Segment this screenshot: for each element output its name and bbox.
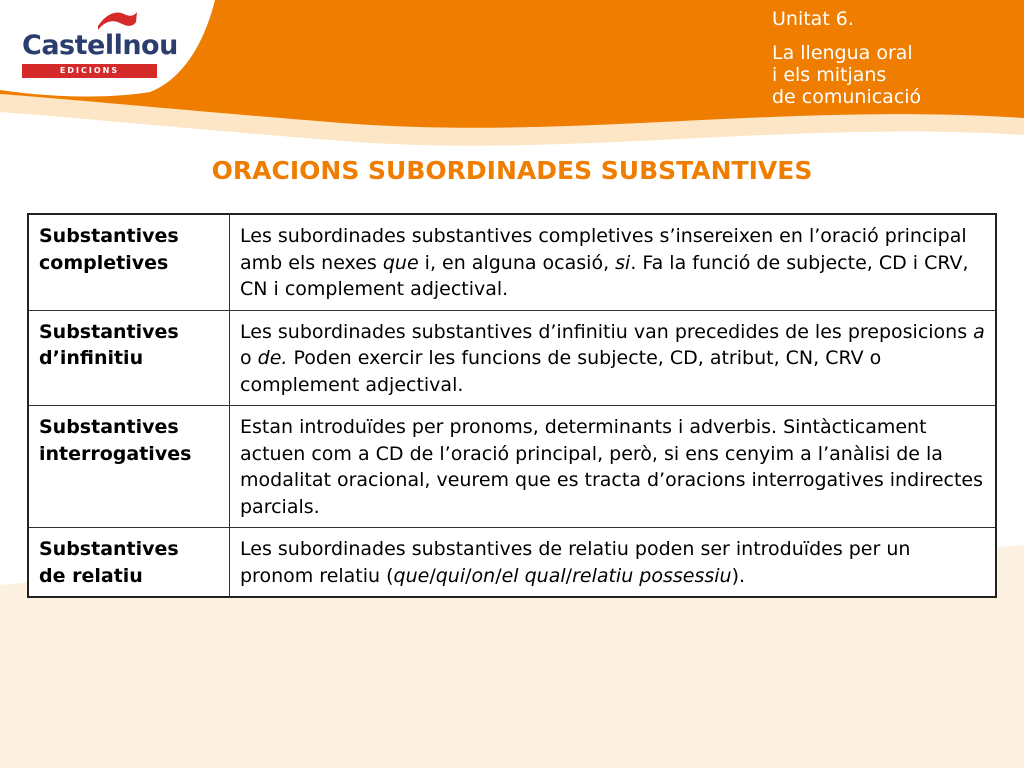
unit-title xyxy=(772,42,921,108)
description-text: / xyxy=(495,564,502,587)
description-text: ). xyxy=(731,564,746,587)
description-text: / xyxy=(465,564,472,587)
description-text: . Fa la funció de subjecte, CD i CRV, CN i complement adjectival. xyxy=(240,251,969,300)
table-row xyxy=(28,406,996,528)
term-line: Substantives xyxy=(39,416,179,438)
description-text: Les subordinades substantives de relatiu poden ser introduïdes per un pronom relatiu ( xyxy=(240,538,911,587)
description-text: Poden exercir les funcions de subjecte, CD, atribut, CN, CRV o complement adjectival. xyxy=(240,347,882,396)
italic-term: si xyxy=(615,251,631,274)
term-cell xyxy=(28,406,230,528)
table-body xyxy=(28,214,996,597)
term-line: interrogatives xyxy=(39,442,192,465)
unit-title-line: de comunicació xyxy=(772,86,922,108)
table-row xyxy=(28,214,996,310)
definitions-table xyxy=(27,213,997,598)
term-line: Substantives xyxy=(39,538,179,560)
italic-term: qui xyxy=(435,564,466,587)
description-text: Les subordinades substantives d’infinitiu van precedides de les preposicions xyxy=(240,320,974,343)
italic-term: relatiu possessiu xyxy=(572,564,732,587)
unit-title-line: La llengua oral xyxy=(772,42,913,64)
page-title: ORACIONS SUBORDINADES SUBSTANTIVES xyxy=(211,156,813,185)
term-cell xyxy=(28,528,230,598)
unit-title-line: i els mitjans xyxy=(772,64,887,86)
description-cell xyxy=(230,310,997,406)
description-cell xyxy=(230,214,997,310)
unit-number: Unitat 6. xyxy=(772,8,854,30)
italic-term: que xyxy=(393,564,430,587)
logo-subtitle: EDICIONS xyxy=(22,64,157,78)
term-cell xyxy=(28,214,230,310)
description-text: Estan introduïdes per pronoms, determinants i adverbis. Sintàcticament actuen com a CD de l’oració principal, però, si ens cenyim a l’anàlisi de la modalitat oracional, veurem que es tracta d’oracions interrogatives indirectes parcials. xyxy=(240,416,983,518)
term-line: Substantives xyxy=(39,225,179,247)
term-line: Substantives xyxy=(39,320,179,343)
description-text: i, en alguna ocasió, xyxy=(418,251,616,274)
italic-term: que xyxy=(382,251,419,274)
term-line: de relatiu xyxy=(39,564,143,587)
logo-wordmark: Castellnou xyxy=(22,30,178,61)
description-text: / xyxy=(429,564,436,587)
unit-info xyxy=(772,8,921,108)
italic-term: on xyxy=(471,564,496,587)
table-row xyxy=(28,310,996,406)
term-line: d’infinitiu xyxy=(39,347,144,369)
table-row xyxy=(28,528,996,598)
italic-term: el qual xyxy=(501,564,566,587)
description-cell xyxy=(230,528,997,598)
description-text: Les subordinades substantives completives s’insereixen en l’oració principal amb els nexes xyxy=(240,225,967,274)
description-cell xyxy=(230,406,997,528)
italic-term: de. xyxy=(257,347,288,369)
castellnou-logo xyxy=(20,8,178,78)
term-line: completives xyxy=(39,251,169,274)
description-text: o xyxy=(240,347,258,369)
term-cell xyxy=(28,310,230,406)
italic-term: a xyxy=(973,320,985,343)
description-text: / xyxy=(565,564,573,587)
